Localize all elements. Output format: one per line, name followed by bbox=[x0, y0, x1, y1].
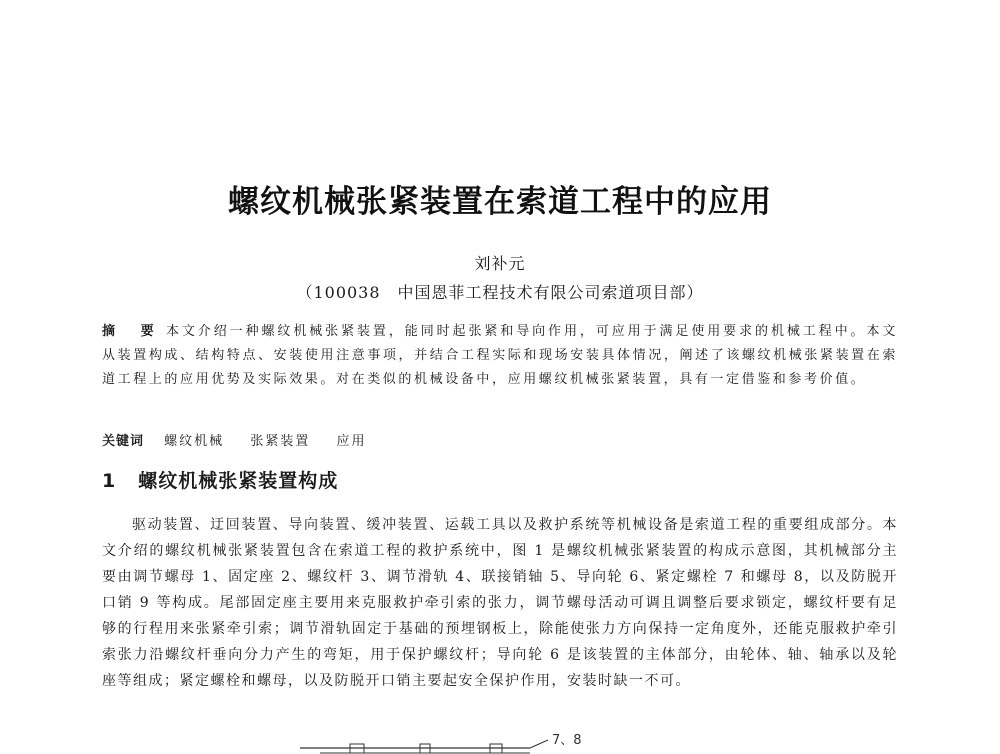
author-name: 刘补元 bbox=[474, 254, 526, 273]
keyword: 张紧装置 bbox=[250, 434, 311, 449]
figure-label: 7、8 bbox=[552, 733, 582, 748]
section-title: 螺纹机械张紧装置构成 bbox=[138, 470, 339, 492]
section-heading bbox=[102, 466, 338, 493]
abstract-label: 摘 要 bbox=[102, 324, 160, 339]
figure-fragment bbox=[280, 730, 620, 754]
abstract bbox=[102, 320, 898, 392]
figure-line bbox=[530, 740, 548, 748]
section-number: 1 bbox=[102, 470, 117, 492]
keywords-label: 关键词 bbox=[102, 434, 145, 449]
keywords bbox=[102, 430, 898, 454]
keyword: 螺纹机械 bbox=[164, 434, 225, 449]
body-paragraph: 驱动装置、迂回装置、导向装置、缓冲装置、运载工具以及救护系统等机械设备是索道工程的重要组成部分。本文介绍的螺纹机械张紧装置包含在索道工程的救护系统中，图 1 是螺纹机械张紧装置的构成示意图，其机械部分主要由调节螺母 1、固定座 2、螺纹杆 3、调节滑轨 4、联接销轴 5、导向轮 6、紧定螺栓 7 和螺母 8，以及防脱开口销 9 等构成。尾部固定座主要用来克服救护牵引索的张力，调节螺母活动可调且调整后要求锁定，螺纹杆要有足够的行程用来张紧牵引索；调节滑轨固定于基础的预埋钢板上，除能使张力方向保持一定角度外，还能克服救护牵引索张力沿螺纹杆垂向分力产生的弯矩，用于保护螺纹杆；导向轮 6 是该装置的主体部分，由轮体、轴、轴承以及轮座等组成；紧定螺栓和螺母，以及防脱开口销主要起安全保护作用，安装时缺一不可。 bbox=[102, 517, 898, 689]
abstract-text: 本文介绍一种螺纹机械张紧装置，能同时起张紧和导向作用，可应用于满足使用要求的机械工程中。本文从装置构成、结构特点、安装使用注意事项，并结合工程实际和现场安装具体情况，阐述了该螺纹机械张紧装置在索道工程上的应用优势及实际效果。对在类似的机械设备中，应用螺纹机械张紧装置，具有一定借鉴和参考价值。 bbox=[102, 324, 898, 387]
keyword: 应用 bbox=[336, 434, 367, 449]
affiliation: （100038 中国恩菲工程技术有限公司索道项目部） bbox=[296, 283, 704, 302]
paper-title: 螺纹机械张紧装置在索道工程中的应用 bbox=[228, 184, 772, 220]
